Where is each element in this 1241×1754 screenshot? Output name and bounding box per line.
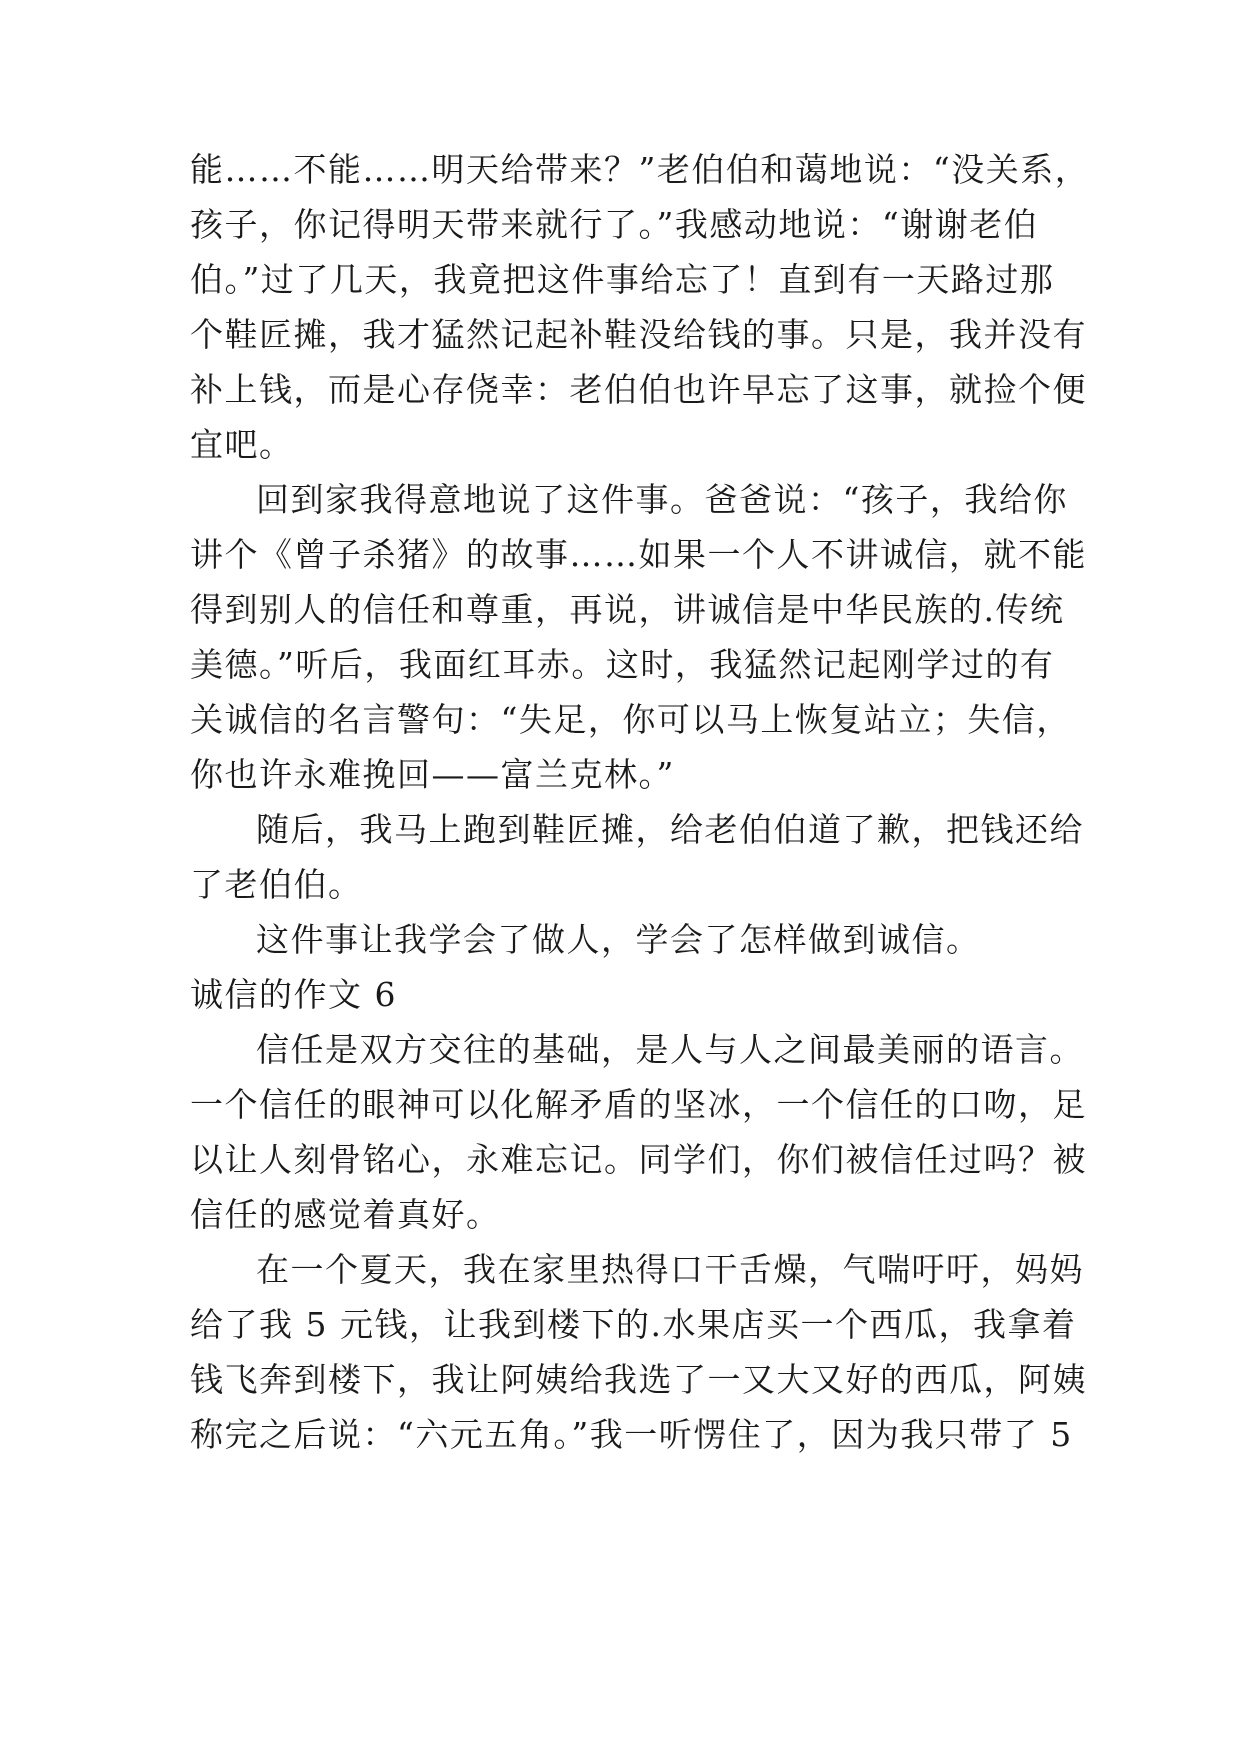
- text-line: 你也许永难挽回——富兰克林。”: [190, 755, 675, 794]
- text-line: 能……不能……明天给带来？”老伯伯和蔼地说：“没关系，: [190, 150, 1090, 189]
- text-line: 随后，我马上跑到鞋匠摊，给老伯伯道了歉，把钱还给: [256, 810, 1084, 849]
- text-line: 信任是双方交往的基础，是人与人之间最美丽的语言。: [256, 1030, 1084, 1069]
- text-line: 钱飞奔到楼下，我让阿姨给我选了一又大又好的西瓜，阿姨: [190, 1360, 1087, 1399]
- text-line: 美德。”听后，我面红耳赤。这时，我猛然记起刚学过的有: [190, 645, 1055, 684]
- text-line: 信任的感觉着真好。: [190, 1195, 501, 1234]
- section-heading: 诚信的作文 6: [190, 975, 397, 1014]
- text-line: 宜吧。: [190, 425, 294, 464]
- text-line: 讲个《曾子杀猪》的故事……如果一个人不讲诚信，就不能: [190, 535, 1087, 574]
- text-line: 回到家我得意地说了这件事。爸爸说：“孩子，我给你: [256, 480, 1068, 519]
- text-line: 补上钱，而是心存侥幸：老伯伯也许早忘了这事，就捡个便: [190, 370, 1087, 409]
- text-line: 这件事让我学会了做人，学会了怎样做到诚信。: [256, 920, 981, 959]
- text-line: 得到别人的信任和尊重，再说，讲诚信是中华民族的.传统: [190, 590, 1065, 629]
- text-line: 关诚信的名言警句：“失足，你可以马上恢复站立；失信，: [190, 700, 1071, 739]
- text-line: 了老伯伯。: [190, 865, 363, 904]
- text-line: 称完之后说：“六元五角。”我一听愣住了，因为我只带了 5: [190, 1415, 1073, 1454]
- text-line: 一个信任的眼神可以化解矛盾的坚冰，一个信任的口吻，足: [190, 1085, 1087, 1124]
- text-line: 伯。”过了几天，我竟把这件事给忘了！直到有一天路过那: [190, 260, 1055, 299]
- text-line: 给了我 5 元钱，让我到楼下的.水果店买一个西瓜，我拿着: [190, 1305, 1077, 1344]
- text-line: 在一个夏天，我在家里热得口干舌燥，气喘吁吁，妈妈: [256, 1250, 1084, 1289]
- text-line: 以让人刻骨铭心，永难忘记。同学们，你们被信任过吗？被: [190, 1140, 1087, 1179]
- text-line: 个鞋匠摊，我才猛然记起补鞋没给钱的事。只是，我并没有: [190, 315, 1087, 354]
- text-line: 孩子，你记得明天带来就行了。”我感动地说：“谢谢老伯: [190, 205, 1039, 244]
